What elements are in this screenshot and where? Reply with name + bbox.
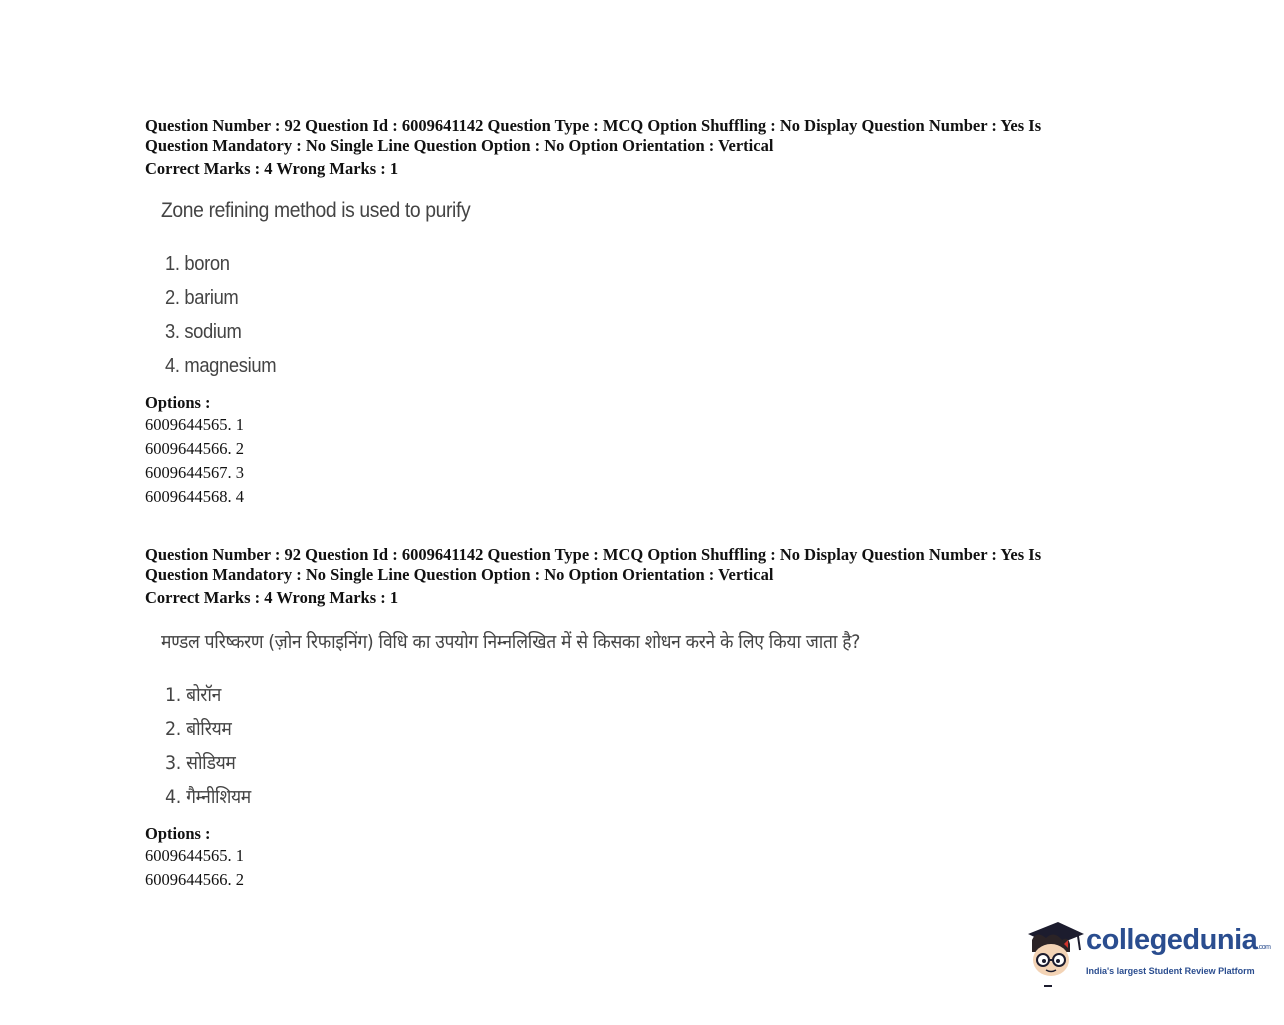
logo-tagline: India's largest Student Review Platform: [1086, 966, 1255, 976]
choice-item: 3. sodium: [165, 321, 242, 343]
option-id-row: 6009644566. 2: [145, 870, 244, 889]
question-meta-line-1: Question Number : 92 Question Id : 6009641142 Question Type : MCQ Option Shuffling : No Display Question Number : Yes Is: [145, 116, 1042, 135]
choice-list: [165, 678, 1105, 814]
option-id-row: 6009644567. 3: [145, 463, 244, 482]
question-block-hindi: [145, 545, 1105, 892]
choice-item: 4. गैम्नीशियम: [165, 786, 251, 808]
choice-item: 2. barium: [165, 287, 239, 309]
choice-item: 3. सोडियम: [165, 752, 236, 774]
mascot-icon: [1024, 918, 1086, 988]
question-meta-line-1: Question Number : 92 Question Id : 6009641142 Question Type : MCQ Option Shuffling : No Display Question Number : Yes Is: [145, 545, 1042, 564]
choice-item: 1. बोरॉन: [165, 684, 221, 706]
choice-item: 2. बोरियम: [165, 718, 232, 740]
logo-wordmark: [1086, 924, 1270, 957]
choice-item: 4. magnesium: [165, 355, 277, 377]
marks-line: Correct Marks : 4 Wrong Marks : 1: [145, 588, 399, 607]
option-id-row: 6009644566. 2: [145, 439, 244, 458]
question-meta-line-2: Question Mandatory : No Single Line Question Option : No Option Orientation : Vertical: [145, 135, 774, 155]
question-text: Zone refining method is used to purify: [161, 199, 471, 222]
question-meta-line-2: Question Mandatory : No Single Line Question Option : No Option Orientation : Vertical: [145, 564, 774, 584]
options-label: Options :: [145, 393, 211, 412]
logo-dot-com: .com: [1257, 944, 1271, 951]
collegedunia-logo: [1024, 918, 1271, 988]
option-id-row: 6009644568. 4: [145, 487, 244, 506]
logo-name: collegedunia: [1086, 924, 1258, 956]
marks-line: Correct Marks : 4 Wrong Marks : 1: [145, 159, 399, 178]
option-id-row: 6009644565. 1: [145, 846, 244, 865]
choice-item: 1. boron: [165, 253, 230, 275]
question-text: मण्डल परिष्करण (ज़ोन रिफाइनिंग) विधि का उपयोग निम्नलिखित में से किसका शोधन करने के लिए किया जाता है?: [161, 631, 861, 653]
option-id-row: 6009644565. 1: [145, 415, 244, 434]
options-label: Options :: [145, 824, 211, 843]
choice-list: [165, 247, 1105, 383]
question-block-english: [145, 116, 1105, 509]
